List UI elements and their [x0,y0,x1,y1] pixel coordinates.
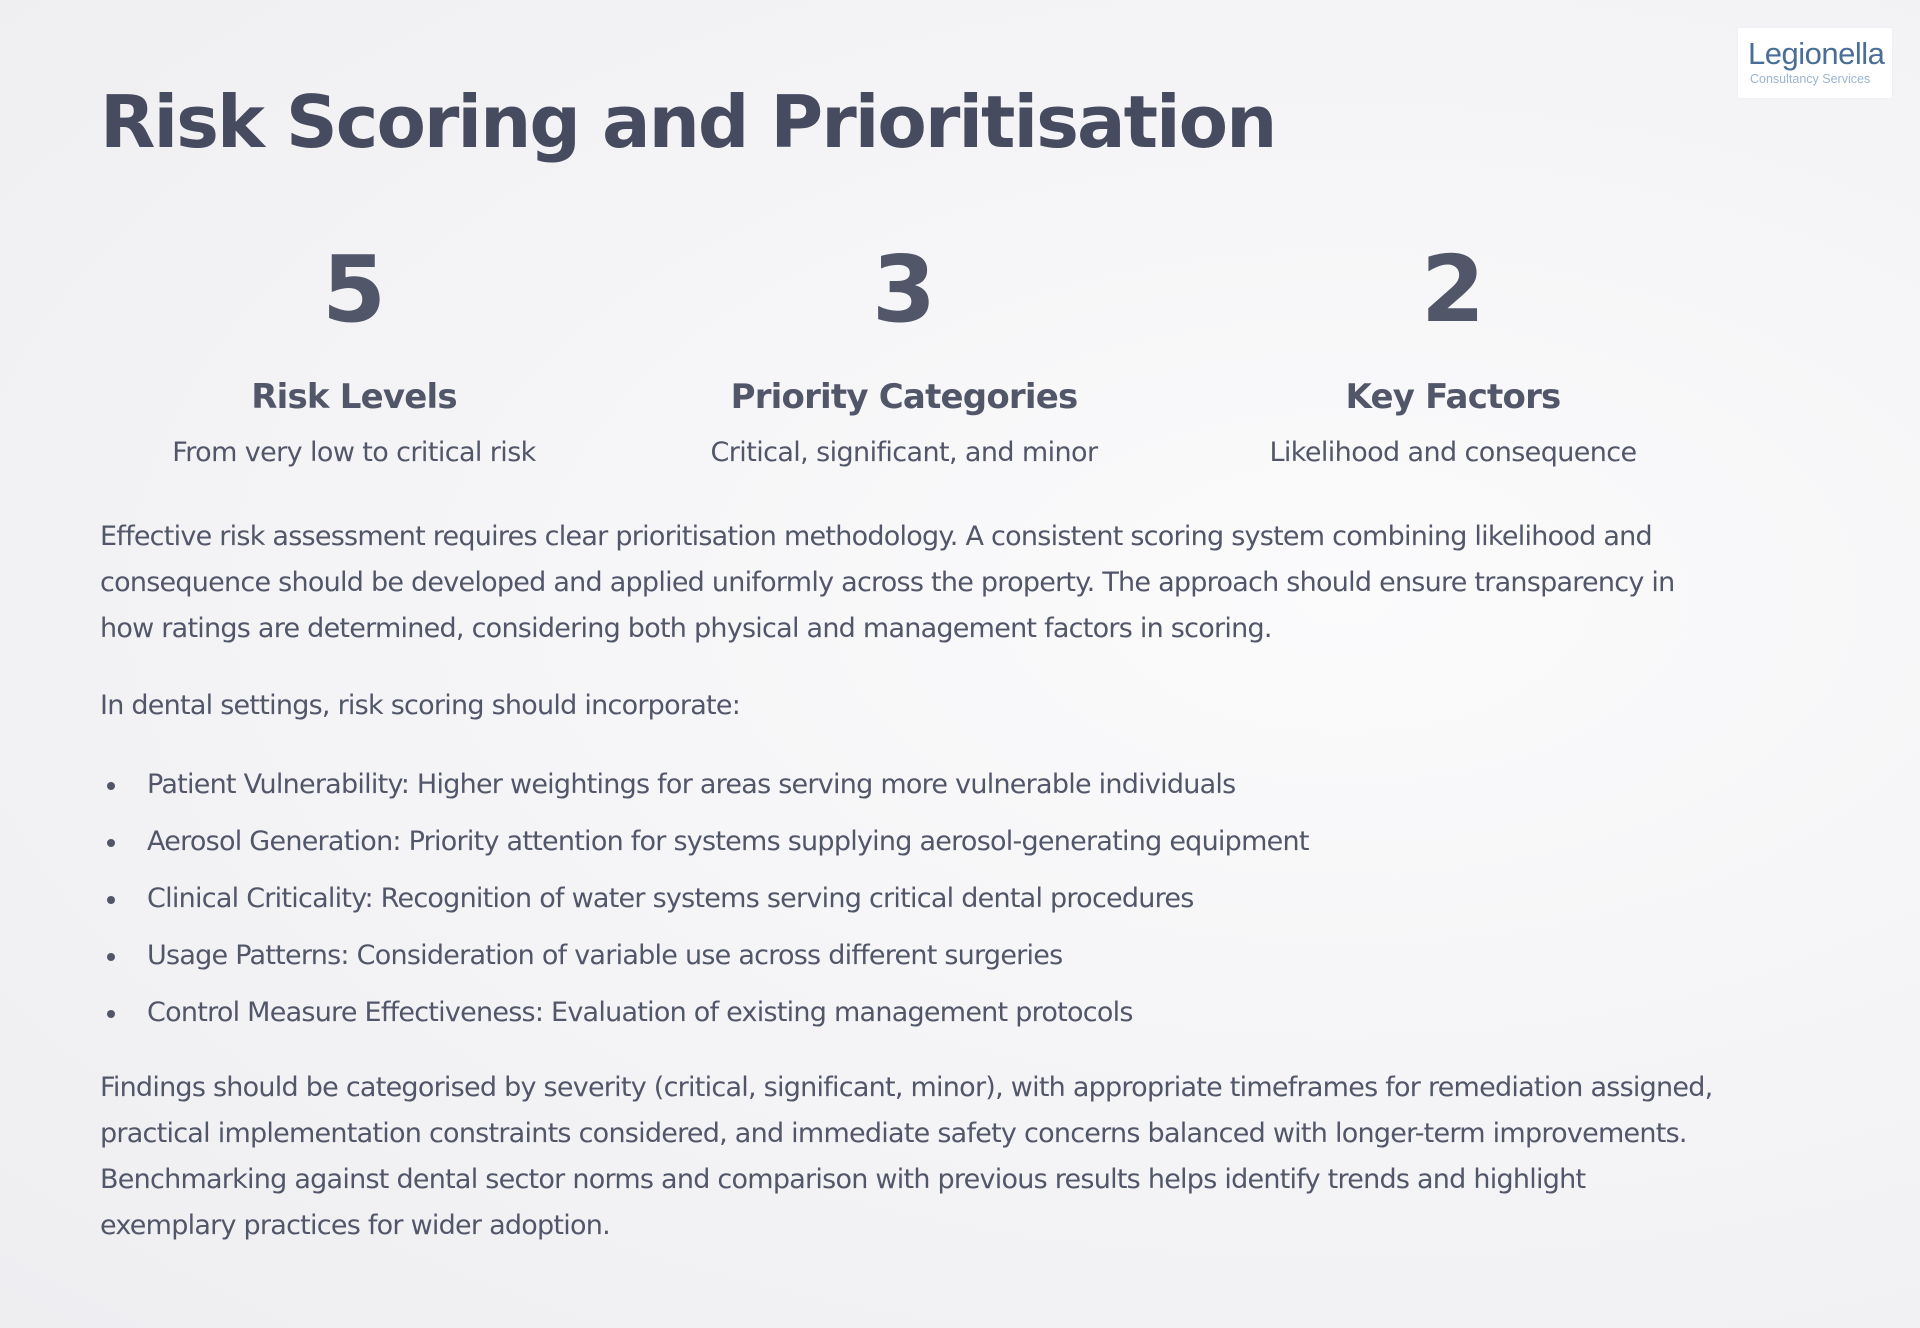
closing-paragraph: Findings should be categorised by severity (critical, significant, minor), with appropriate timeframes for remediation assigned, practical implementation constraints considered, and immediate safety concerns balanced with longer-term improvements. Benchmarking against dental sector norms and comparison with previous results helps identify trends and highlight exemplary practices for wider adoption. [100,1072,1713,1241]
stat-number: 3 [871,236,936,343]
page-title: Risk Scoring and Prioritisation [100,80,1276,164]
stat-description: Likelihood and consequence [1269,437,1637,468]
intro-paragraph: Effective risk assessment requires clear prioritisation methodology. A consistent scoring system combining likelihood and consequence should be developed and applied uniformly across the property. The approach should ensure transparency in how ratings are determined, considering both physical and management factors in scoring. [100,521,1675,644]
list-item [100,814,1700,871]
stat-number: 2 [1420,236,1485,343]
logo-subtitle: Consultancy Services [1750,72,1871,86]
stat-description: From very low to critical risk [172,437,536,468]
bullet-icon [107,839,115,847]
list-item [100,928,1700,985]
company-logo [1738,28,1892,98]
list-item [100,757,1700,814]
stat-priority-categories [654,230,1154,471]
list-item-text: Control Measure Effectiveness: Evaluation of existing management protocols [147,997,1133,1028]
factor-list [100,757,1700,1042]
stat-description: Critical, significant, and minor [710,437,1098,468]
stats-row [100,230,1637,480]
stat-label: Key Factors [1345,377,1561,417]
stat-label: Priority Categories [730,377,1078,417]
list-item-text: Clinical Criticality: Recognition of water systems serving critical dental procedures [147,883,1194,914]
stat-label: Risk Levels [251,377,457,417]
list-item-text: Aerosol Generation: Priority attention for systems supplying aerosol-generating equipment [147,826,1309,857]
bullet-icon [107,1010,115,1018]
stat-risk-levels [104,230,604,471]
stat-key-factors [1203,230,1703,471]
bullet-icon [107,896,115,904]
bullet-icon [107,953,115,961]
list-item [100,871,1700,928]
bullet-icon [107,782,115,790]
list-item-text: Usage Patterns: Consideration of variable use across different surgeries [147,940,1063,971]
list-item-text: Patient Vulnerability: Higher weightings for areas serving more vulnerable individuals [147,769,1236,800]
list-lead-in: In dental settings, risk scoring should incorporate: [100,690,741,721]
list-item [100,985,1700,1042]
stat-number: 5 [321,236,386,343]
logo-wordmark: Legionella [1748,36,1885,71]
